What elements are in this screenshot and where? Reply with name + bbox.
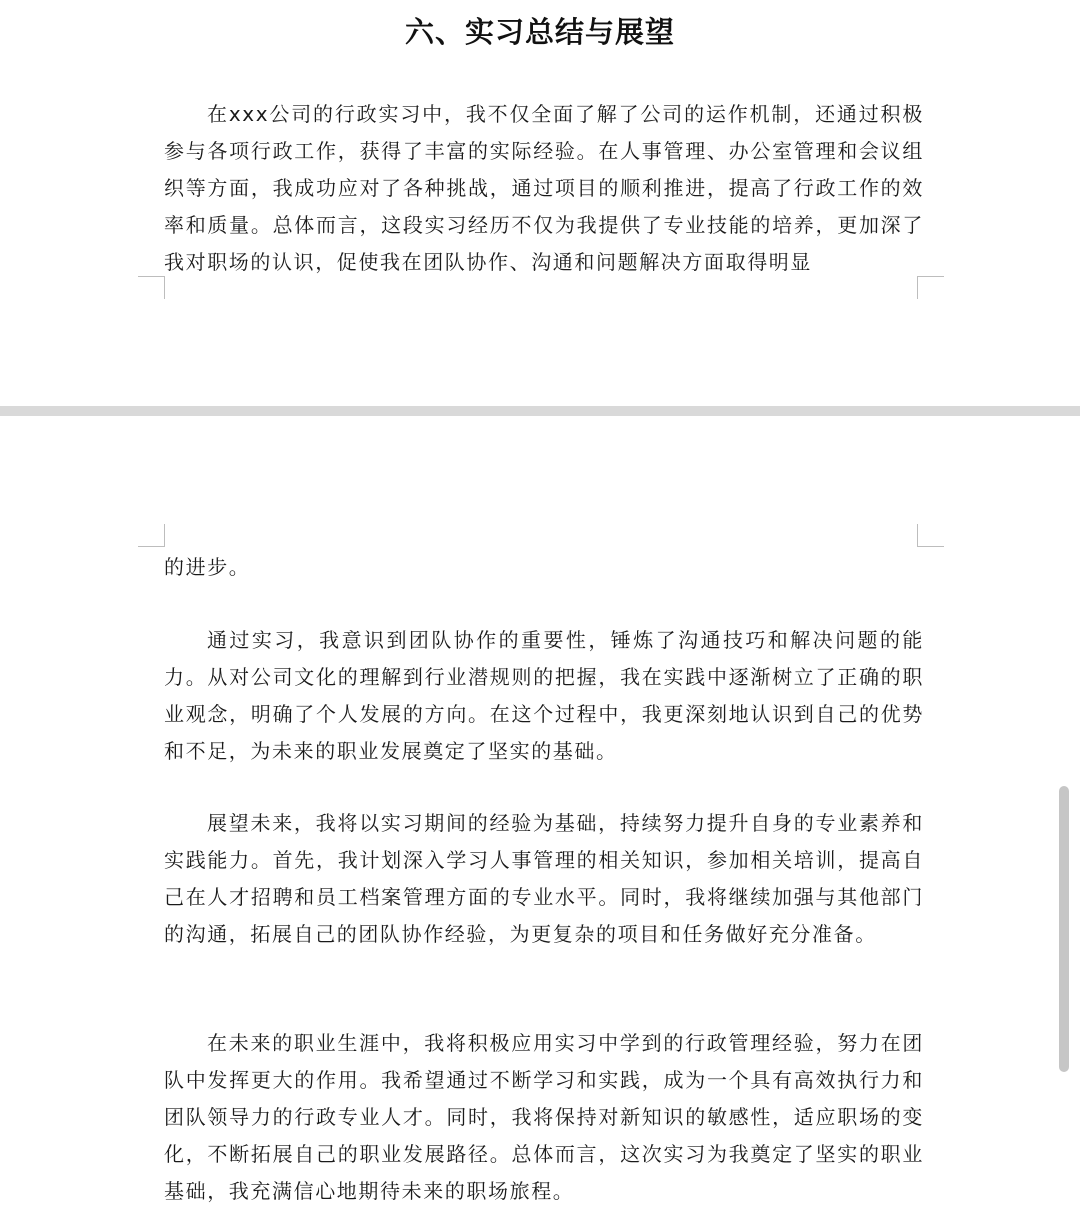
paragraph-3: 展望未来，我将以实习期间的经验为基础，持续努力提升自身的专业素养和实践能力。首先，我计划深入学习人事管理的相关知识，参加相关培训，提高自己在人才招聘和员工档案管理方面的专业水平。同时，我将继续加强与其他部门的沟通，拓展自己的团队协作经验，为更复杂的项目和任务做好充分准备。 [164, 811, 924, 946]
paragraph-4: 在未来的职业生涯中，我将积极应用实习中学到的行政管理经验，努力在团队中发挥更大的作用。我希望通过不断学习和实践，成为一个具有高效执行力和团队领导力的行政专业人才。同时，我将保持对新知识的敏感性，适应职场的变化，不断拓展自己的职业发展路径。总体而言，这次实习为我奠定了坚实的职业基础，我充满信心地期待未来的职场旅程。 [164, 1031, 924, 1203]
paragraph-1-continued: 的进步。 [164, 555, 251, 579]
page-margin-corner-top-left [138, 524, 165, 547]
vertical-scrollbar-thumb[interactable] [1059, 786, 1069, 1072]
section-title: 六、实习总结与展望 [404, 15, 675, 49]
page-margin-corner-bottom-right [917, 276, 944, 299]
page-break-gap [0, 406, 1080, 416]
document-page-2 [0, 416, 1080, 1220]
paragraph-1: 在xxx公司的行政实习中，我不仅全面了解了公司的运作机制，还通过积极参与各项行政工作，获得了丰富的实际经验。在人事管理、办公室管理和会议组织等方面，我成功应对了各种挑战，通过项目的顺利推进，提高了行政工作的效率和质量。总体而言，这段实习经历不仅为我提供了专业技能的培养，更加深了我对职场的认识，促使我在团队协作、沟通和问题解决方面取得明显 [164, 102, 924, 274]
document-page-1 [0, 0, 1080, 406]
page-margin-corner-top-right [917, 524, 944, 547]
paragraph-2: 通过实习，我意识到团队协作的重要性，锤炼了沟通技巧和解决问题的能力。从对公司文化的理解到行业潜规则的把握，我在实践中逐渐树立了正确的职业观念，明确了个人发展的方向。在这个过程中，我更深刻地认识到自己的优势和不足，为未来的职业发展奠定了坚实的基础。 [164, 628, 924, 763]
page-margin-corner-bottom-left [138, 276, 165, 299]
